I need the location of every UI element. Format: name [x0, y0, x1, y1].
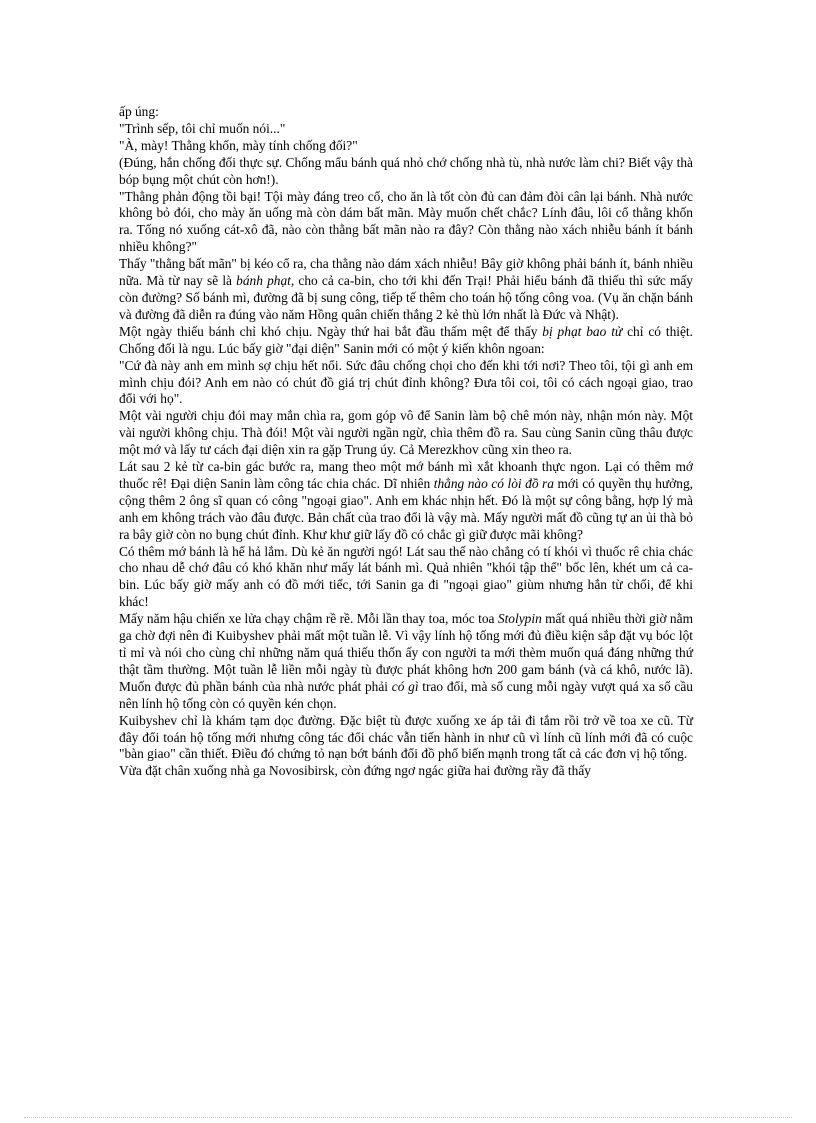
- italic-text-run: thằng nào có lòi đồ ra: [433, 475, 554, 491]
- text-run: trao đổi, mà số cung mỗi ngày vượt quá xa số cầu nên lính hộ tống còn có quyền kén chọn.: [119, 678, 693, 711]
- text-run: mất quá nhiều thời giờ nằm ga chờ đợi nên đi Kuibyshev phải mất một tuần lễ. Vì vậy lính hộ tống mới đủ điều kiện sắp đặt vụ bóc lột tỉ mỉ và nói cho cùng chỉ những năm quá thiếu thốn ấy con người ta mới thèm muốn quá đáng những thứ thật tầm thường. Một tuần lễ liền mỗi ngày tù được phát không hơn 200 gam bánh (và cá khô, nước lã). Muốn được đủ phần bánh của nhà nước phát phải: [119, 611, 693, 694]
- italic-text-run: bánh phạt,: [236, 273, 295, 289]
- italic-text-run: bị phạt bao tử: [542, 323, 623, 339]
- body-text: [119, 104, 693, 780]
- paragraph: [119, 459, 693, 544]
- text-run: "Thằng phản động tồi bại! Tội mày đáng treo cổ, cho ăn là tốt còn đủ can đảm đòi cân lại bánh. Nhà nước không bỏ đói, cho mày ăn uống mà còn dám bất mãn. Mày muốn chết chắc? Lính đâu, lôi cổ thằng khốn ra. Tống nó xuống cát-xô đã, nào còn thằng bất mãn nào ra đây? Còn thằng nào xách nhiễu bánh ít bánh nhiều không?": [119, 188, 693, 255]
- text-run: "Cứ đà này anh em mình sợ chịu hết nổi. Sức đâu chống chọi cho đến khi tới nơi? Theo tôi, tội gì anh em mình chịu đói? Anh em nào có chút đồ giá trị chút đỉnh không? Đưa tôi coi, tôi có cách ngoại giao, trao đổi với họ".: [119, 357, 693, 407]
- text-run: mới có quyền thụ hưởng, cộng thêm 2 ông sĩ quan có công "ngoại giao". Anh em khác nhịn hết. Đó là một sự công bằng, hợp lý mà anh em không trách vào đâu được. Bản chất của trao đổi là vậy mà. Mấy người mất đồ cũng tự an ủi thà bỏ ra bây giờ còn no bụng chút đỉnh. Khư khư giữ lấy đồ có chắc gì giữ được mãi không?: [119, 475, 693, 542]
- paragraph: [119, 104, 693, 121]
- text-run: cho cả ca-bin, cho tới khi đến Trại! Phải hiểu bánh đã thiếu thì sức mấy còn đường? Số bánh mì, đường đã bị sung công, tiếp tế thêm cho toán hộ tống công voa. (Vụ ăn chặn bánh và đường đã diễn ra đúng vào năm Hồng quân chiến thắng 2 kẻ thù lớn nhất là Đức và Nhật).: [119, 273, 693, 322]
- italic-text-run: Stolypin: [497, 611, 542, 627]
- paragraph: [119, 611, 693, 712]
- text-run: chỉ có thiệt. Chống đối là ngu. Lúc bấy giờ "đại diện" Sanin mới có một ý kiến khôn ngoan:: [119, 323, 694, 356]
- text-run: Có thêm mớ bánh là hể hả lắm. Dù kẻ ăn người ngó! Lát sau thế nào chẳng có tí khói vì thuốc rê chia chác cho nhau dễ chớ đâu có khó khăn như mấy lát bánh mì. Quả nhiên "khói tập thể" bốc lên, khét um cả ca-bin. Lúc bấy giờ mấy anh có đồ mới tiếc, tới Sanin ga đi "ngoại giao" giùm nhưng hắn từ chối, để khi khác!: [119, 543, 693, 610]
- paragraph: [119, 713, 693, 764]
- text-run: ấp úng:: [119, 104, 159, 119]
- text-run: Kuibyshev chỉ là khám tạm dọc đường. Đặc biệt tù được xuống xe áp tải đi tắm rồi trở về toa xe cũ. Từ đây đổi toán hộ tống mới nhưng công tác đổi chác vẫn tiến hành in như cũ vì lính cũ lính mới đã có cuộc "bàn giao" cần thiết. Điều đó chứng tỏ nạn bớt bánh đổi đồ phổ biến mạnh trong tất cả các đơn vị hộ tống.: [119, 712, 693, 762]
- text-run: Một vài người chịu đói may mắn chìa ra, gom góp vô để Sanin làm bộ chê món này, nhận món này. Một vài người không chịu. Thà đói! Một vài người ngần ngừ, chìa thêm đồ ra. Sau cùng Sanin cũng thâu được một mớ và lấy tư cách đại diện xin ra gặp Trung úy. Cả Merezkhov cũng xin theo ra.: [119, 408, 693, 458]
- paragraph: [119, 763, 693, 780]
- text-run: (Đúng, hắn chống đối thực sự. Chống mẩu bánh quá nhỏ chớ chống nhà tù, nhà nước làm chi? Biết vậy thà bóp bụng một chút còn hơn!).: [119, 154, 693, 187]
- paragraph: [119, 544, 693, 612]
- paragraph: [119, 155, 693, 189]
- text-run: Một ngày thiếu bánh chỉ khó chịu. Ngày thứ hai bắt đầu thấm mệt để thấy: [119, 323, 543, 339]
- text-run: Lát sau 2 kẻ từ ca-bin gác bước ra, mang theo một mớ bánh mì xắt khoanh thực ngon. Lại có thêm mớ thuốc rê! Đại diện Sanin làm công tác chia chác. Dĩ nhiên: [119, 459, 693, 491]
- text-run: Thấy "thằng bất mãn" bị kéo cổ ra, cha thằng nào dám xách nhiễu! Bây giờ không phải bánh ít, bánh nhiều nữa. Mà từ nay sẽ là: [119, 256, 693, 289]
- paragraph: [119, 121, 693, 138]
- paragraph: [119, 324, 693, 358]
- paragraph: [119, 408, 693, 459]
- text-run: Mấy năm hậu chiến xe lửa chạy chậm rề rề. Mỗi lần thay toa, móc toa: [119, 611, 498, 627]
- paragraph: [119, 358, 693, 409]
- paragraph: [119, 256, 693, 324]
- text-run: "À, mày! Thằng khốn, mày tính chống đối?": [119, 137, 358, 153]
- text-run: "Trình sếp, tôi chỉ muốn nói...": [119, 120, 286, 136]
- paragraph: [119, 189, 693, 257]
- text-run: Vừa đặt chân xuống nhà ga Novosibirsk, còn đứng ngơ ngác giữa hai đường rầy đã thấy: [119, 763, 591, 779]
- paragraph: [119, 138, 693, 155]
- italic-text-run: có gì: [391, 678, 419, 694]
- page-bottom-border: [24, 1117, 792, 1118]
